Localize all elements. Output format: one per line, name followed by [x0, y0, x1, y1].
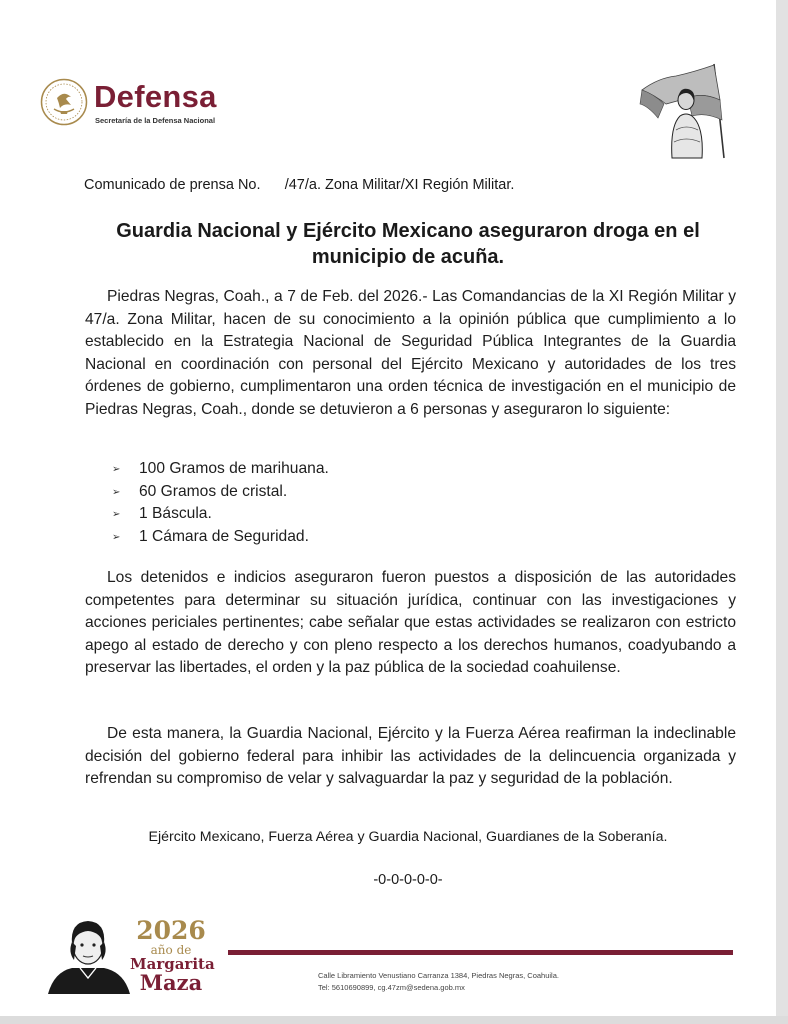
seized-items-list [112, 458, 329, 548]
brand-subtitle: Secretaría de la Defensa Nacional [95, 116, 216, 125]
press-release-number: Comunicado de prensa No. /47/a. Zona Militar/XI Región Militar. [84, 177, 515, 193]
margarita-maza-portrait-icon [42, 912, 134, 994]
footer-address: Calle Libramiento Venustiano Carranza 1384, Piedras Negras, Coahuila. [318, 971, 559, 980]
page-edge-bottom [0, 1016, 788, 1024]
mexican-coat-of-arms-icon [40, 78, 88, 126]
list-item: ➢ 1 Báscula. [112, 503, 329, 526]
footer-contact: Tel: 5610690899, cg.47zm@sedena.gob.mx [318, 983, 465, 992]
list-item: ➢ 60 Gramos de cristal. [112, 481, 329, 504]
motto: Ejército Mexicano, Fuerza Aérea y Guardia Nacional, Guardianes de la Soberanía. [148, 829, 668, 845]
list-item: ➢ 100 Gramos de marihuana. [112, 458, 329, 481]
body-paragraph-2 [85, 567, 736, 680]
list-item: ➢ 1 Cámara de Seguridad. [112, 526, 329, 549]
footer-honoree-last-name: Maza [139, 970, 203, 995]
body-paragraph-1 [85, 286, 736, 421]
arrow-bullet-icon: ➢ [112, 464, 121, 475]
paragraph-2-text: Los detenidos e indicios aseguraron fueron puestos a disposición de las autoridades competentes para determinar su situación jurídica, continuar con las investigaciones y acciones periciales pertinentes; cabe señalar que estas actividades se realizaron con estricto apego al estado de derecho y con pleno respecto a los derechos humanos, coadyubando a preservar las libertades, el orden y la paz pública de la sociedad coahuilense. [85, 569, 736, 676]
heroine-with-flag-illustration-icon [636, 60, 736, 160]
closing-mark: -0-0-0-0-0- [373, 872, 443, 888]
arrow-bullet-icon: ➢ [112, 486, 121, 498]
footer-year: 2026 [136, 916, 206, 945]
footer-honoree-first-name: Margarita [130, 955, 215, 973]
headline: Guardia Nacional y Ejército Mexicano aseguraron droga en el municipio de acuña. [116, 220, 700, 268]
footer-address-block [318, 970, 559, 994]
paragraph-1-text: Piedras Negras, Coah., a 7 de Feb. del 2026.- Las Comandancias de la XI Región Militar y 47/a. Zona Militar, hacen de su conocimiento a la opinión pública que cumplimiento a lo establecido en la Estrategia Nacional de Seguridad Pública Integrantes de la Guardia Nacional en coordinación con personal del Ejército Mexicano y autoridades de los tres órdenes de gobierno, cumplimentaron una orden técnica de investigación en el municipio de Piedras Negras, Coah., donde se detuvieron a 6 personas y aseguraron lo siguiente: [85, 288, 736, 418]
page-edge-right [776, 0, 788, 1024]
paragraph-3-text: De esta manera, la Guardia Nacional, Ejército y la Fuerza Aérea reafirman la indeclinable decisión del gobierno federal para inhibir las actividades de la delincuencia organizada y refrendan su compromiso de velar y salvaguardar la paz y seguridad de la población. [85, 725, 736, 787]
footer-divider [228, 950, 733, 955]
brand-name: Defensa [94, 79, 217, 114]
arrow-bullet-icon: ➢ [112, 531, 121, 543]
body-paragraph-3 [85, 723, 736, 791]
footer-year-caption: año de [150, 943, 192, 957]
arrow-bullet-icon: ➢ [112, 509, 121, 520]
